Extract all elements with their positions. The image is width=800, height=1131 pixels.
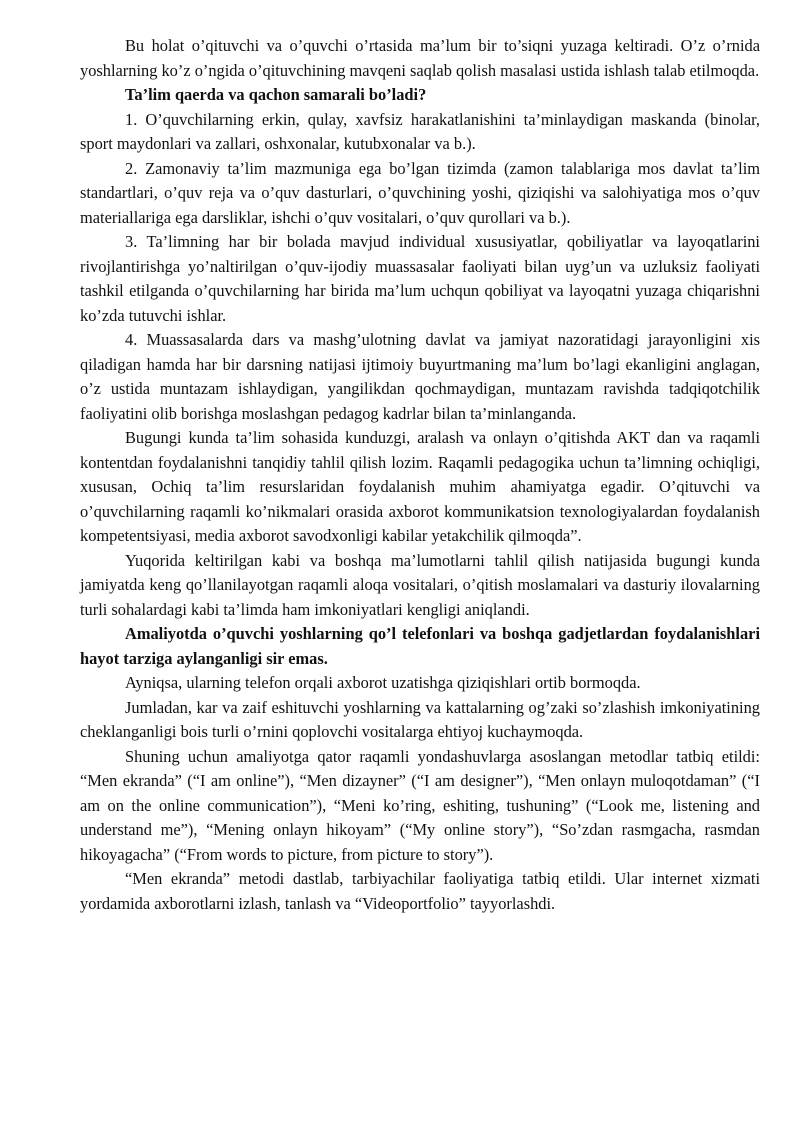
list-item-4: 4. Muassasalarda dars va mashg’ulotning davlat va jamiyat nazoratidagi jarayonligini xis qiladigan hamda har bir darsning natijasi ijtimoiy buyurtmaning ma’lum bo’lagi ekanligini anglagan, o’z ustida muntazam ishlaydigan, yangilikdan qochmaydigan, muntazam ravishda tadqiqotchilik faoliyatini olib borishga moslashgan pedagog kadrlar bilan ta’minlanganda.: [80, 330, 760, 423]
paragraph-phone-interest: Ayniqsa, ularning telefon orqali axborot uzatishga qiziqishlari ortib bormoqda.: [125, 673, 641, 692]
paragraph-men-ekranda: “Men ekranda” metodi dastlab, tarbiyachilar faoliyatiga tatbiq etildi. Ular internet xizmati yordamida axborotlarni izlash, tanlash va “Videoportfolio” tayyorlashdi.: [80, 869, 760, 913]
paragraph-hearing-impaired: Jumladan, kar va zaif eshituvchi yoshlarning va kattalarning og’zaki so’zlashish imkoniyatining cheklanganligi bois turli o’rnini qoplovchi vositalarga ehtiyoj kuchaymoqda.: [80, 697, 760, 741]
paragraph-analysis: Yuqorida keltirilgan kabi va boshqa ma’lumotlarni tahlil qilish natijasida bugungi kunda jamiyatda keng qo’llanilayotgan raqamli aloqa vositalari, o’qitish moslamalari va dasturiy ilovalarning turli sohalardagi kabi ta’limda ham imkoniyatlari kengligi aniqlandi.: [80, 550, 760, 619]
paragraph-methods: Shuning uchun amaliyotga qator raqamli yondashuvlarga asoslangan metodlar tatbiq etildi: “Men ekranda” (“I am online”), “Men dizayner” (“I am designer”), “Men onlayn muloqotdaman” (“I am on the online communication”), “Meni ko’ring, eshiting, tushuning” (“Look me, listening and understand me”), “Mening onlayn hikoyam” (“My online story”), “So’zdan rasmgacha, rasmdan hikoyagacha” (“From words to picture, from picture to story”).: [80, 746, 760, 864]
list-item-2: 2. Zamonaviy ta’lim mazmuniga ega bo’lgan tizimda (zamon talablariga mos davlat ta’lim standartlari, o’quv reja va o’quv dasturlari, o’quvchining yoshi, qiziqishi va salohiyatiga mos o’quv materiallariga ega darsliklar, ishchi o’quv vositalari, o’quv qurollari va b.).: [80, 158, 760, 227]
list-item-1: 1. O’quvchilarning erkin, qulay, xavfsiz harakatlanishini ta’minlaydigan maskanda (binolar, sport maydonlari va zallari, oshxonalar, kutubxonalar va b.).: [80, 109, 760, 153]
bold-statement: Amaliyotda o’quvchi yoshlarning qo’l telefonlari va boshqa gadjetlardan foydalanishlari hayot tarziga aylanganligi sir emas.: [80, 624, 760, 668]
paragraph-digital-pedagogy: Bugungi kunda ta’lim sohasida kunduzgi, aralash va onlayn o’qitishda AKT dan va raqamli kontentdan foydalanishni tanqidiy tahlil qilish lozim. Raqamli pedagogika uchun ta’limning ochiqligi, xususan, Ochiq ta’lim resurslaridan foydalanish muhim ahamiyatga egadir. O’qituvchi va o’quvchilarning raqamli ko’nikmalari orasida axborot kommunikatsion texnologiyalardan foydalanish kompetentsiyasi, media axborot savodxonligi kabilar yetakchilik qilmoqda”.: [80, 428, 760, 545]
section-heading: Ta’lim qaerda va qachon samarali bo’ladi?: [125, 85, 427, 104]
list-item-3: 3. Ta’limning har bir bolada mavjud individual xususiyatlar, qobiliyatlar va layoqatlarini rivojlantirishga yo’naltirilgan o’quv-ijodiy muassasalar faoliyati bilan uyg’un va uzluksiz faoliyati tashkil etilganda o’quvchilarning har birida ma’lum uchqun qobiliyat va layoqatni yuzaga chiqarishni ko’zda tutuvchi ishlar.: [80, 232, 760, 325]
paragraph-intro: Bu holat o’qituvchi va o’quvchi o’rtasida ma’lum bir to’siqni yuzaga keltiradi. O’z o’rnida yoshlarning ko’z o’ngida o’qituvchining mavqeni saqlab qolish masalasi ustida ishlash talab etilmoqda.: [80, 36, 760, 80]
document-page: [80, 34, 760, 916]
